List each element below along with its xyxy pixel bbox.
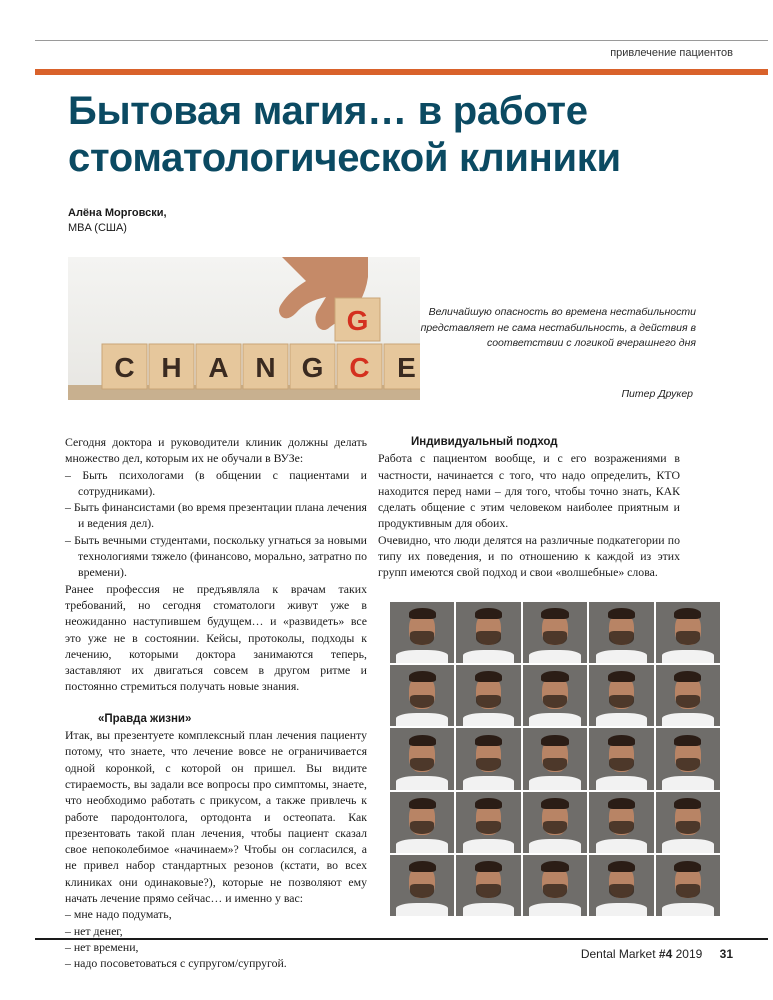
intro-paragraph: Сегодня доктора и руководители клиник должны делать множество дел, которым их не обучали в ВУЗе: bbox=[65, 435, 367, 466]
section-heading: Индивидуальный подход bbox=[411, 436, 558, 448]
expression-photo-tile bbox=[456, 855, 520, 916]
expression-photo-tile bbox=[656, 602, 720, 663]
expression-photo-tile bbox=[523, 728, 587, 789]
expression-photo-tile bbox=[456, 602, 520, 663]
left-column bbox=[65, 434, 367, 972]
letter-cube bbox=[149, 344, 194, 389]
page-number: 31 bbox=[719, 947, 733, 961]
list-item: – нет времени, bbox=[65, 939, 367, 955]
right-column bbox=[378, 434, 680, 581]
bottom-rule bbox=[35, 938, 768, 940]
change-cubes-photo bbox=[68, 257, 420, 400]
svg-text:E: E bbox=[397, 352, 416, 383]
expression-photo-tile bbox=[456, 665, 520, 726]
letter-cube bbox=[290, 344, 335, 389]
page-footer bbox=[581, 947, 733, 961]
expression-photo-tile bbox=[523, 792, 587, 853]
letter-cube bbox=[243, 344, 288, 389]
lifted-cube bbox=[335, 298, 380, 341]
expression-photo-tile bbox=[456, 792, 520, 853]
list-item: – нет денег, bbox=[65, 923, 367, 939]
list-item: – Быть вечными студентами, поскольку угнаться за новыми технологиями тяжело (финансово, морально, затратно по времени). bbox=[65, 532, 367, 581]
issue-number: #4 bbox=[658, 947, 673, 961]
svg-text:N: N bbox=[255, 352, 276, 383]
author-block bbox=[68, 206, 167, 236]
svg-text:C: C bbox=[114, 352, 135, 383]
svg-text:A: A bbox=[208, 352, 229, 383]
magazine-name: Dental Market bbox=[580, 947, 656, 961]
expression-photo-tile bbox=[589, 602, 653, 663]
author-credentials: MBA (США) bbox=[68, 222, 127, 234]
body-paragraph: Ранее профессия не предъявляла к врачам таких требований, но сегодня стоматологи живут уже в неожиданно наступившем будущем… и «развидеть» все это уже не в состоянии. Кейсы, протоколы, подходы к лечению, которыми доктора занимаются теперь, заставляют их двигаться совсем в другом ритме и постоянно стремиться получать новые знания. bbox=[65, 581, 367, 694]
list-item: – мне надо подумать, bbox=[65, 906, 367, 922]
expression-photo-tile bbox=[656, 855, 720, 916]
expression-photo-tile bbox=[589, 665, 653, 726]
svg-text:G: G bbox=[346, 305, 369, 336]
author-name: Алёна Морговски, bbox=[68, 207, 167, 219]
body-paragraph: Работа с пациентом вообще, и с его возражениями в частности, начинается с того, что надо определить, КТО находится перед нами – для того, чтобы точно знать, КАК сделать общение с этим человеком наиболее приятным и продуктивным для обоих. bbox=[378, 451, 680, 531]
body-paragraph: Очевидно, что люди делятся на различные подкатегории по типу их поведения, и по отношению к каждой из этих групп имеются свой подход и свои «волшебные» слова. bbox=[378, 532, 680, 580]
expression-photo-tile bbox=[390, 665, 454, 726]
expression-photo-tile bbox=[523, 665, 587, 726]
duties-list bbox=[65, 467, 367, 581]
expression-photo-tile bbox=[656, 792, 720, 853]
section-heading: «Правда жизни» bbox=[98, 712, 192, 725]
article-title: Бытовая магия… в работе стоматологической клиники bbox=[68, 89, 621, 180]
expression-photo-tile bbox=[523, 602, 587, 663]
list-item: – Быть психологами (в общении с пациентами и сотрудниками). bbox=[65, 467, 367, 500]
swap-cube bbox=[337, 344, 382, 389]
expression-photo-tile bbox=[656, 665, 720, 726]
expression-photo-tile bbox=[589, 855, 653, 916]
issue-year: 2019 bbox=[675, 947, 703, 961]
letter-cube bbox=[196, 344, 241, 389]
orange-accent-bar bbox=[35, 69, 768, 75]
list-item: – надо посоветоваться с супругом/супругой. bbox=[65, 955, 367, 971]
expression-photo-tile bbox=[390, 728, 454, 789]
epigraph-quote: Величайшую опасность во времена нестабильности представляет не сама нестабильность, а действия в соответствии с логикой вчерашнего дня bbox=[420, 306, 696, 349]
expression-photo-tile bbox=[390, 792, 454, 853]
letter-cube bbox=[102, 344, 147, 389]
top-rule bbox=[35, 40, 768, 41]
list-item: – Быть финансистами (во время презентации плана лечения и ведения дел). bbox=[65, 499, 367, 532]
epigraph-author: Питер Друкер bbox=[621, 388, 693, 400]
expression-photo-tile bbox=[390, 855, 454, 916]
facial-expressions-photo-grid bbox=[390, 602, 720, 916]
change-cubes-illustration bbox=[68, 257, 420, 400]
expression-photo-tile bbox=[390, 602, 454, 663]
expression-photo-tile bbox=[589, 728, 653, 789]
expression-photo-tile bbox=[456, 728, 520, 789]
expression-photo-tile bbox=[656, 728, 720, 789]
svg-text:H: H bbox=[161, 352, 182, 383]
expression-photo-tile bbox=[523, 855, 587, 916]
expression-photo-tile bbox=[589, 792, 653, 853]
body-paragraph: Итак, вы презентуете комплексный план лечения пациенту потому, что знаете, что лечение вовсе не ограничивается одной коронкой, с которой он пришел. Вы видите стираемость, вы задали все вопросы про симптомы, знаете, что необходимо работать с прикусом, а также привлечь к работе пародонтолога, ортодонта и остеопата. Как презентовать такой план лечения, чтобы пациент сказал свое непоколебимое «начинаем»? Чтобы он согласился, а не привел набор стандартных резонов (кстати, во всех клиниках они одинаковые?), которые не позволяют ему начать лечение прямо сейчас… и именно у вас: bbox=[65, 728, 367, 906]
section-label: привлечение пациентов bbox=[610, 47, 733, 59]
svg-text:G: G bbox=[301, 352, 324, 383]
svg-text:C: C bbox=[349, 352, 370, 383]
